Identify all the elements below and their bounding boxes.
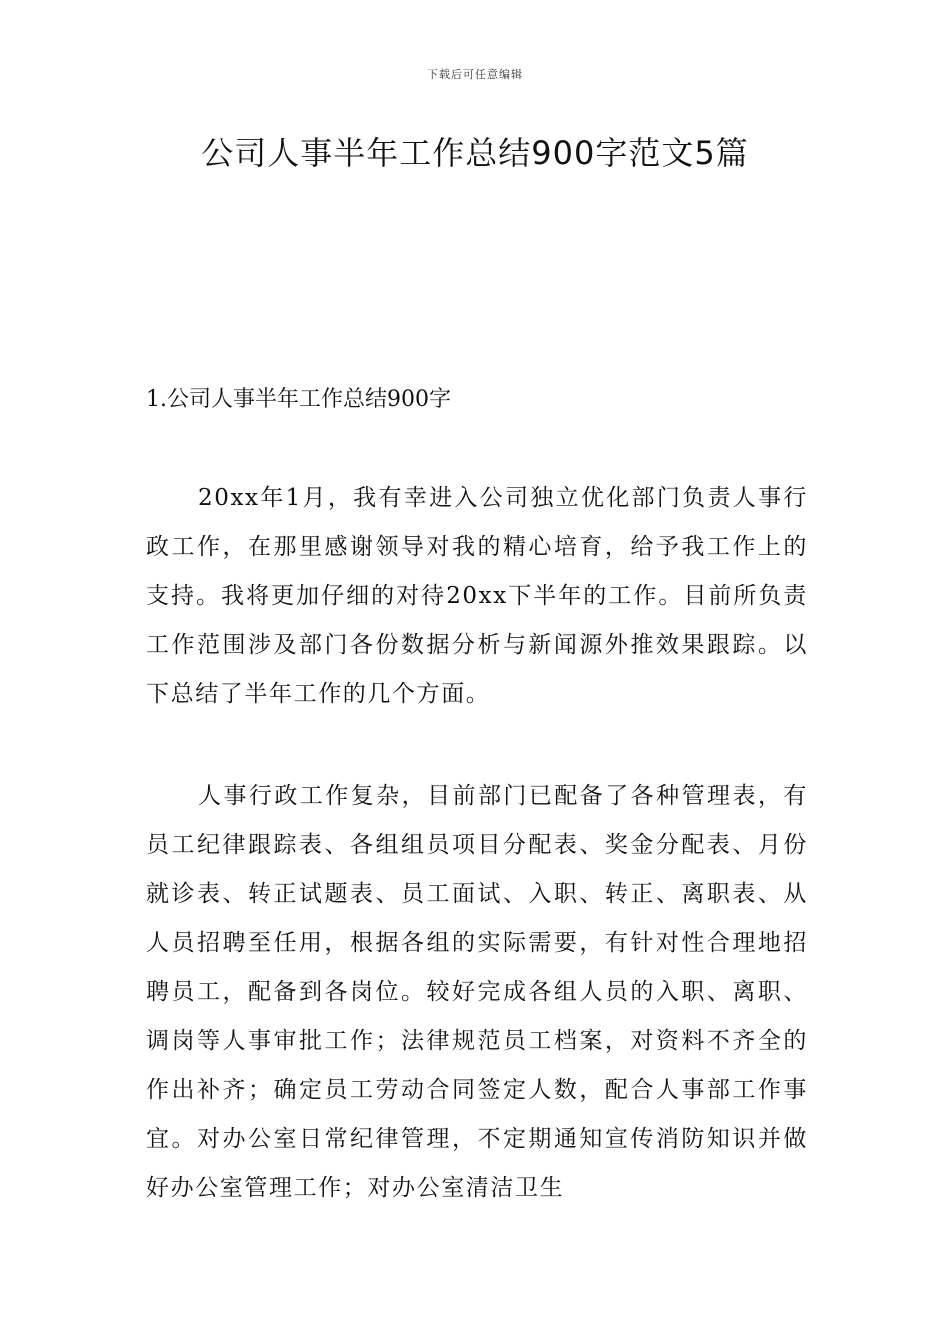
document-title: 公司人事半年工作总结900字范文5篇 <box>201 134 749 172</box>
body-paragraph: 人事行政工作复杂，目前部门已配备了各种管理表，有员工纪律跟踪表、各组组员项目分配表、奖金分配表、月份就诊表、转正试题表、员工面试、入职、转正、离职表、从人员招聘至任用，根据各组的实际需要，有针对性合理地招聘员工，配备到各岗位。较好完成各组人员的入职、离职、调岗等人事审批工作；法律规范员工档案，对资料不齐全的作出补齐；确定员工劳动合同签定人数，配合人事部工作事宜。对办公室日常纪律管理，不定期通知宣传消防知识并做好办公室管理工作；对办公室清洁卫生 <box>146 783 808 1201</box>
body-paragraph: 20xx年1月，我有幸进入公司独立优化部门负责人事行政工作，在那里感谢领导对我的精心培育，给予我工作上的支持。我将更加仔细的对待20xx下半年的工作。目前所负责工作范围涉及部门各份数据分析与新闻源外推效果跟踪。以下总结了半年工作的几个方面。 <box>146 485 808 707</box>
header-note: 下载后可任意编辑 <box>427 68 523 81</box>
section-heading: 1.公司人事半年工作总结900字 <box>146 387 451 412</box>
